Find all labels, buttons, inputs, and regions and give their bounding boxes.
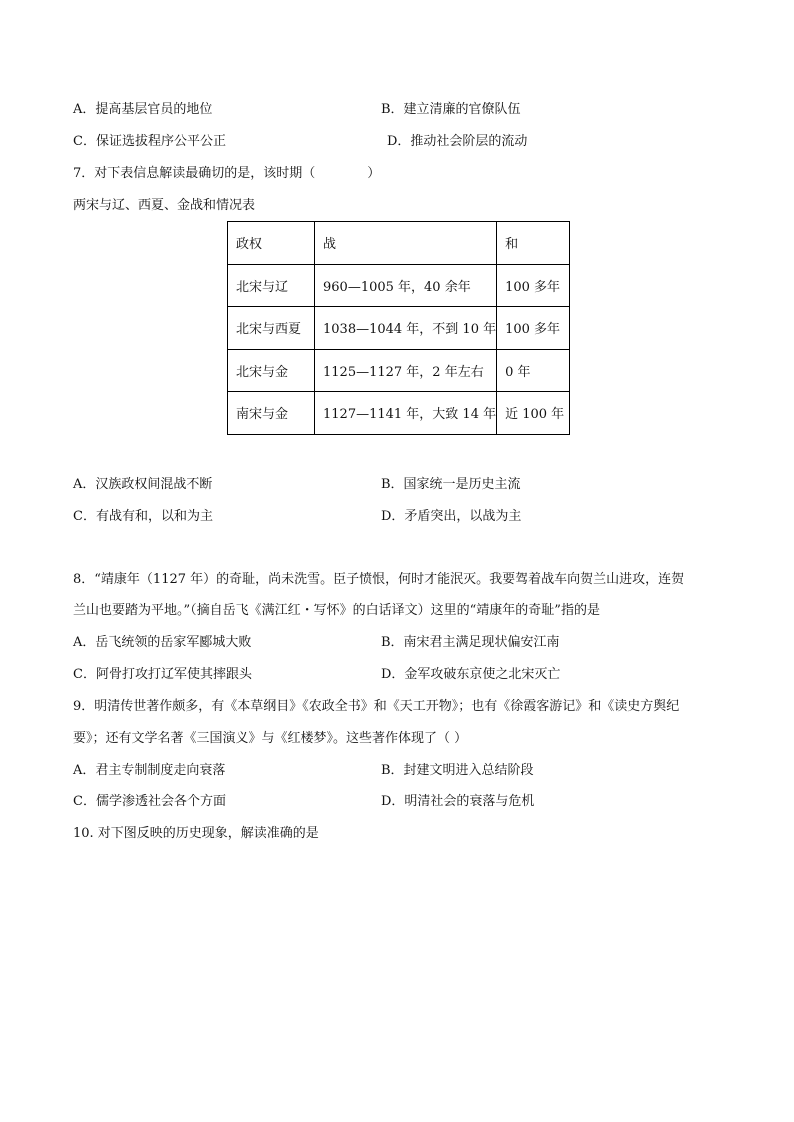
header-war: 战: [315, 222, 497, 265]
table-cell: 近 100 年: [497, 392, 570, 435]
q6-option-c: C．保证选拔程序公平公正: [73, 134, 226, 149]
table-cell: 北宋与西夏: [228, 307, 315, 350]
q8-option-b: B．南宋君主满足现状偏安江南: [381, 635, 560, 650]
table-header-row: [228, 222, 570, 265]
table-cell: 北宋与金: [228, 349, 315, 392]
q9-option-d: D．明清社会的衰落与危机: [381, 794, 535, 809]
q9-option-b: B．封建文明进入总结阶段: [381, 763, 534, 778]
q8-stem-line1: 8．“靖康年（1127 年）的奇耻，尚未洗雪。臣子愤恨，何时才能泯灭。我要驾着战车向贺兰山进攻，连贺: [73, 572, 685, 587]
q7-option-a: A．汉族政权间混战不断: [73, 477, 213, 492]
table-cell: 100 多年: [497, 307, 570, 350]
table-cell: 1125—1127 年，2 年左右: [315, 349, 497, 392]
table-row: [228, 264, 570, 307]
q9-option-a: A．君主专制制度走向衰落: [73, 763, 226, 778]
table-cell: 北宋与辽: [228, 264, 315, 307]
table-cell: 100 多年: [497, 264, 570, 307]
q8-option-c: C．阿骨打攻打辽军使其摔跟头: [73, 667, 252, 682]
war-peace-table: [227, 221, 570, 435]
q6-option-a: A．提高基层官员的地位: [73, 102, 213, 117]
table-cell: 0 年: [497, 349, 570, 392]
q7-stem: 7．对下表信息解读最确切的是，该时期（ ）: [73, 166, 381, 181]
table-cell: 南宋与金: [228, 392, 315, 435]
q8-option-d: D．金军攻破东京使之北宋灭亡: [381, 667, 561, 682]
q10-stem: 10. 对下图反映的历史现象，解读准确的是: [73, 826, 319, 841]
table-cell: 1038—1044 年，不到 10 年: [315, 307, 497, 350]
q7-option-c: C．有战有和，以和为主: [73, 509, 213, 524]
table-row: [228, 349, 570, 392]
q6-option-d: D．推动社会阶层的流动: [387, 134, 528, 149]
table-cell: 1127—1141 年，大致 14 年: [315, 392, 497, 435]
q7-option-b: B．国家统一是历史主流: [381, 477, 521, 492]
header-peace: 和: [497, 222, 570, 265]
q6-option-b: B．建立清廉的官僚队伍: [381, 102, 521, 117]
table-row: [228, 307, 570, 350]
table-row: [228, 392, 570, 435]
q9-stem-line2: 要》；还有文学名著《三国演义》与《红楼梦》。这些著作体现了（ ）: [73, 731, 468, 746]
q9-stem-line1: 9．明清传世著作颇多，有《本草纲目》《农政全书》和《天工开物》；也有《徐霞客游记》和《读史方舆纪: [73, 699, 680, 714]
q8-stem-line2: 兰山也要踏为平地。”（摘自岳飞《满江红・写怀》的白话译文）这里的“靖康年的奇耻”指的是: [73, 603, 600, 618]
q8-option-a: A．岳飞统领的岳家军郾城大败: [73, 635, 252, 650]
q9-option-c: C．儒学渗透社会各个方面: [73, 794, 226, 809]
q7-table-title: 两宋与辽、西夏、金战和情况表: [73, 198, 256, 213]
table-cell: 960—1005 年，40 余年: [315, 264, 497, 307]
header-regime: 政权: [228, 222, 315, 265]
q7-option-d: D．矛盾突出，以战为主: [381, 509, 522, 524]
